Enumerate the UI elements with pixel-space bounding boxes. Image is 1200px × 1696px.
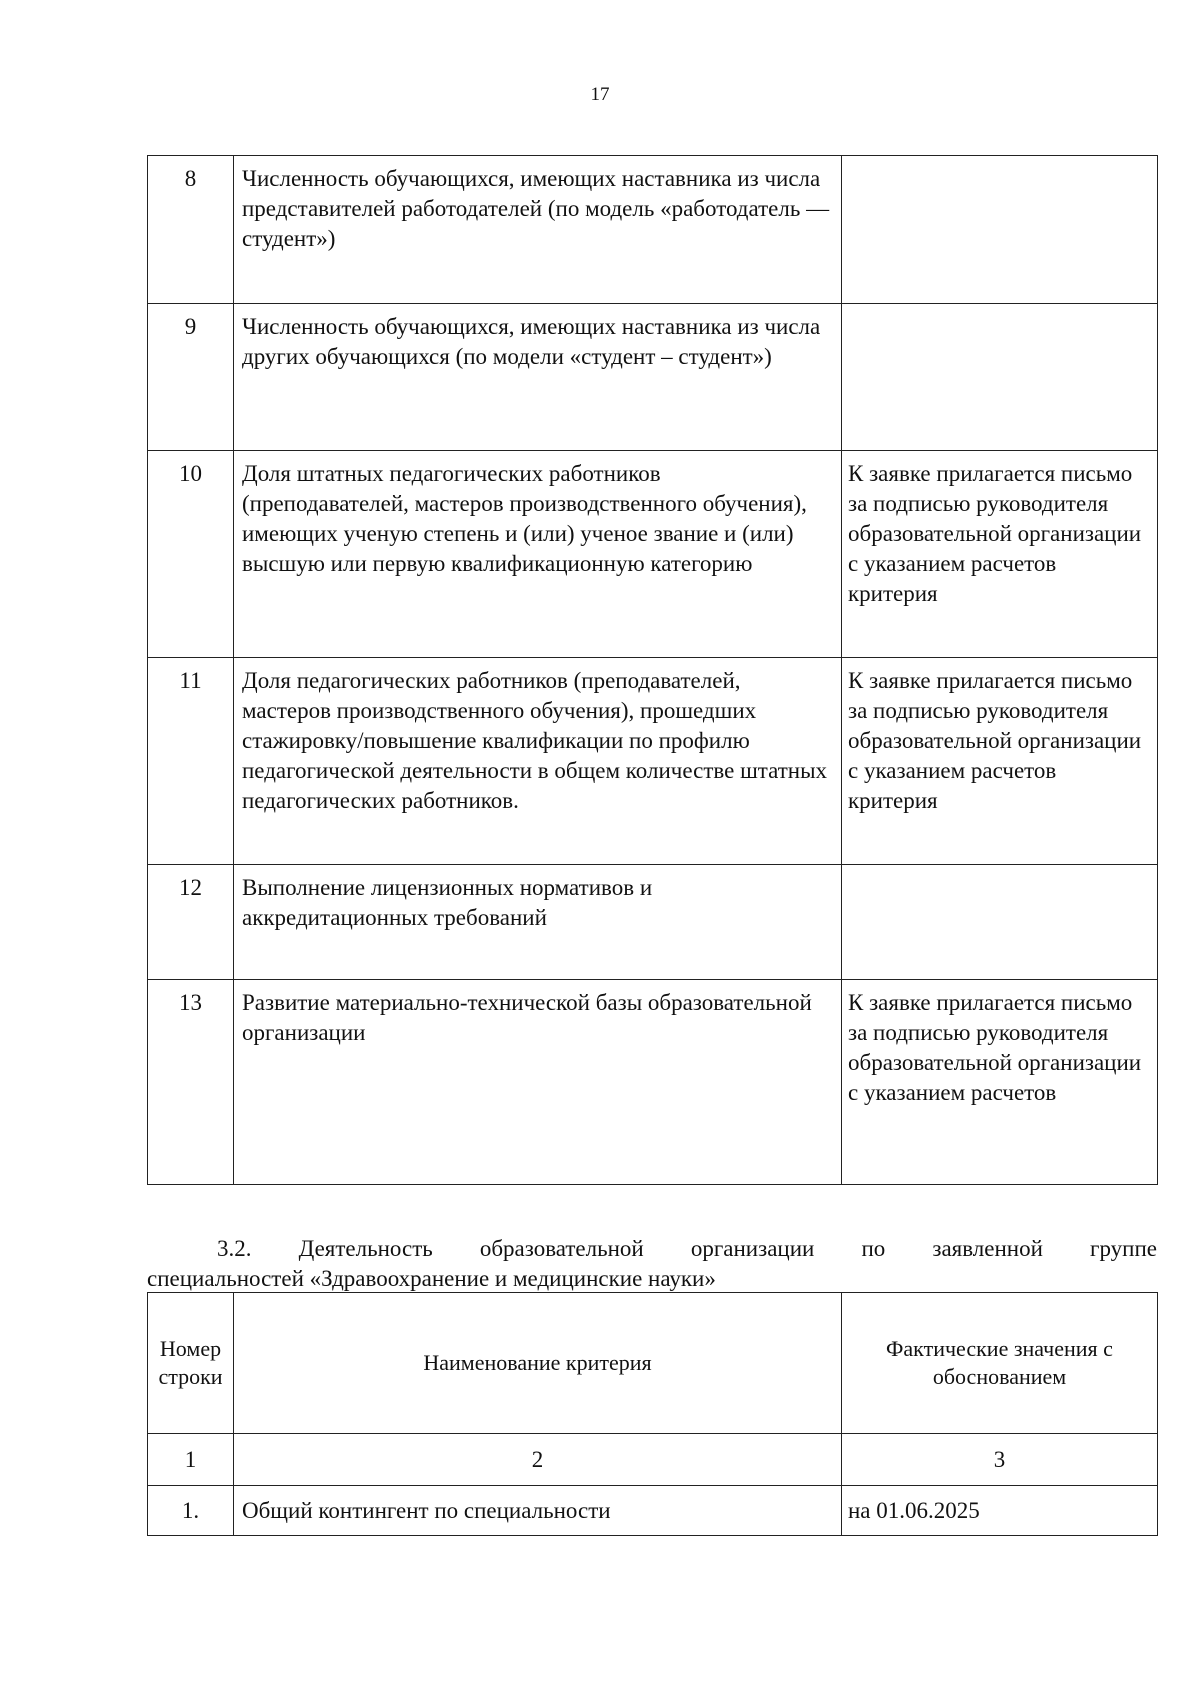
row-number: 9 <box>148 304 234 451</box>
criterion-name: Общий контингент по специальности <box>234 1486 842 1536</box>
section-heading-line-1: 3.2. Деятельность образовательной организации по заявленной группе <box>217 1236 1157 1261</box>
table-row <box>148 865 1158 980</box>
row-number: 8 <box>148 156 234 304</box>
criterion-value <box>842 304 1158 451</box>
section-heading-line-2: специальностей «Здравоохранение и медицинские науки» <box>147 1266 716 1291</box>
health-criteria-table <box>147 1292 1158 1536</box>
criterion-value <box>842 156 1158 304</box>
row-number: 13 <box>148 980 234 1185</box>
criterion-name: Численность обучающихся, имеющих наставника из числа других обучающихся (по модели «студент – студент») <box>234 304 842 451</box>
criterion-name: Выполнение лицензионных нормативов и аккредитационных требований <box>234 865 842 980</box>
row-number: 1. <box>148 1486 234 1536</box>
header-row-number: Номер строки <box>148 1293 234 1434</box>
column-index-row <box>148 1434 1158 1486</box>
column-index: 2 <box>234 1434 842 1486</box>
column-index: 3 <box>842 1434 1158 1486</box>
table-row <box>148 1486 1158 1536</box>
table-row <box>148 451 1158 658</box>
table-row <box>148 304 1158 451</box>
criterion-value: на 01.06.2025 <box>842 1486 1158 1536</box>
header-criterion-name: Наименование критерия <box>234 1293 842 1434</box>
criterion-name: Развитие материально-технической базы образовательной организации <box>234 980 842 1185</box>
criterion-name: Численность обучающихся, имеющих наставника из числа представителей работодателей (по модель «работодатель — студент») <box>234 156 842 304</box>
header-row <box>148 1293 1158 1434</box>
header-actual-values: Фактические значения с обоснованием <box>842 1293 1158 1434</box>
table-row <box>148 658 1158 865</box>
criterion-name: Доля штатных педагогических работников (преподавателей, мастеров производственного обучения), имеющих ученую степень и (или) ученое звание и (или) высшую или первую квалификационную категорию <box>234 451 842 658</box>
criterion-value <box>842 865 1158 980</box>
criterion-value: К заявке прилагается письмо за подписью руководителя образовательной организации с указанием расчетов критерия <box>842 658 1158 865</box>
section-heading <box>147 1234 1157 1294</box>
row-number: 10 <box>148 451 234 658</box>
criterion-value: К заявке прилагается письмо за подписью руководителя образовательной организации с указанием расчетов критерия <box>842 451 1158 658</box>
page-number: 17 <box>590 84 610 105</box>
row-number: 12 <box>148 865 234 980</box>
table-row <box>148 156 1158 304</box>
criterion-name: Доля педагогических работников (преподавателей, мастеров производственного обучения), прошедших стажировку/повышение квалификации по профилю педагогической деятельности в общем количестве штатных педагогических работников. <box>234 658 842 865</box>
column-index: 1 <box>148 1434 234 1486</box>
table-row <box>148 980 1158 1185</box>
row-number: 11 <box>148 658 234 865</box>
criteria-table-continued <box>147 155 1158 1185</box>
criterion-value: К заявке прилагается письмо за подписью руководителя образовательной организации с указанием расчетов <box>842 980 1158 1185</box>
